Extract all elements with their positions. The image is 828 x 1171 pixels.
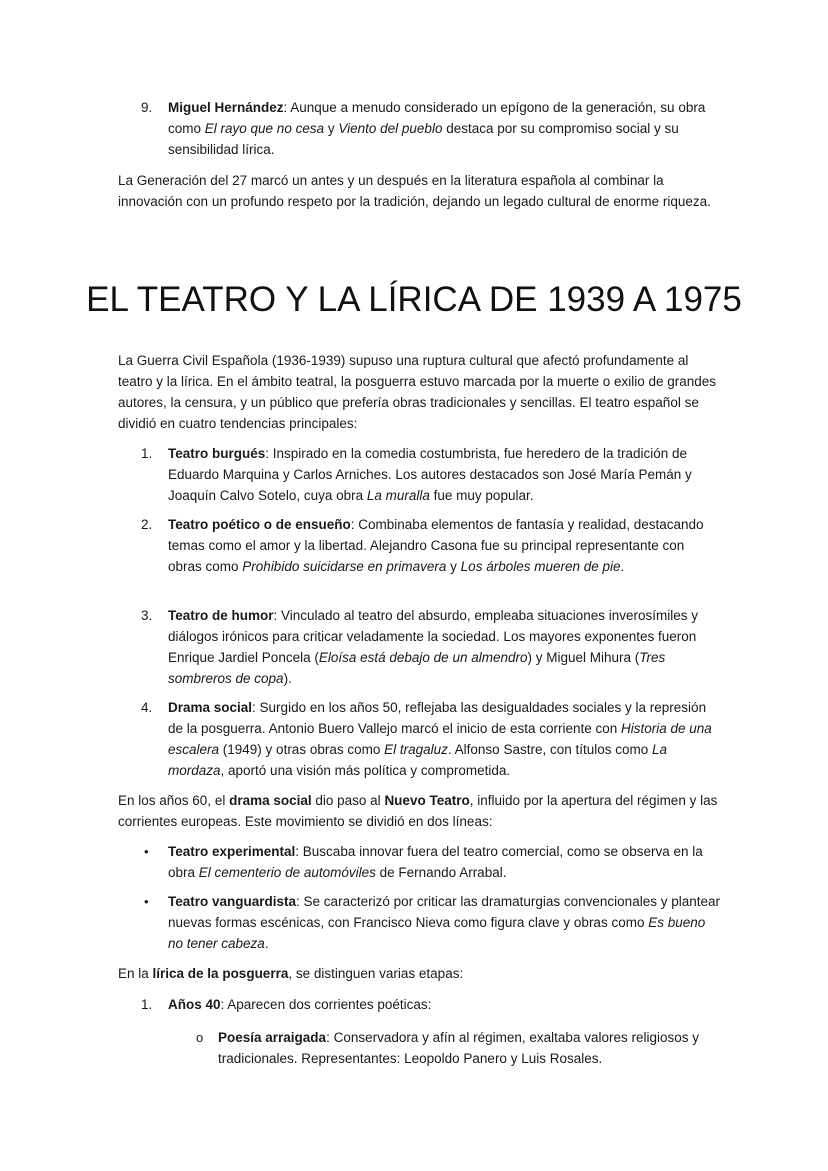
sixties-paragraph xyxy=(118,790,718,832)
work-title: El rayo que no cesa xyxy=(204,121,325,136)
work-title: La muralla xyxy=(366,488,430,503)
text-fragment: En los años 60, el xyxy=(118,793,230,808)
text-fragment: : Vinculado al teatro del absurdo, empleaba situaciones inverosímiles y diálogos irónicos para criticar veladamente la sociedad. Los mayores exponentes fueron Enrique Jardiel Poncela ( xyxy=(168,608,699,665)
term: lírica de la posguerra xyxy=(152,966,289,981)
list-number: 1. xyxy=(141,997,153,1012)
bullet-icon: • xyxy=(144,844,149,859)
work-title: Historia de una escalera xyxy=(168,721,712,757)
lyric-intro-paragraph xyxy=(118,963,718,984)
term: Poesía arraigada xyxy=(218,1030,327,1045)
work-title: Tres sombreros de copa xyxy=(168,650,666,686)
list-item-poesia-arraigada xyxy=(196,1027,718,1069)
list-number: 3. xyxy=(141,608,153,623)
text-fragment: : Surgido en los años 50, reflejaba las desigualdades sociales y la represión de la posguerra. Antonio Buero Vallejo marcó el inicio de esta corriente con xyxy=(168,700,707,736)
text-fragment: En la xyxy=(118,966,153,981)
text-fragment: destaca por su compromiso social y su sensibilidad lírica. xyxy=(168,121,679,157)
text-fragment: , influido por la apertura del régimen y las corrientes europeas. Este movimiento se dividió en dos líneas: xyxy=(118,793,718,829)
circle-bullet-icon: o xyxy=(196,1030,204,1045)
text-fragment: y xyxy=(324,121,339,136)
work-title: Eloísa está debajo de un almendro xyxy=(318,650,528,665)
text-fragment: . Alfonso Sastre, con títulos como xyxy=(447,742,653,757)
work-title: Es bueno no tener cabeza xyxy=(168,915,706,951)
gen27-conclusion-paragraph: La Generación del 27 marcó un antes y un después en la literatura española al combinar la innovación con un profundo respeto por la tradición, dejando un legado cultural de enorme riqueza. xyxy=(118,173,711,209)
author-name: Miguel Hernández xyxy=(168,100,284,115)
text-fragment: , se distinguen varias etapas: xyxy=(288,966,464,981)
text-fragment: de Fernando Arrabal. xyxy=(375,865,507,880)
list-item-teatro-experimental xyxy=(144,841,720,883)
work-title: Viento del pueblo xyxy=(338,121,443,136)
intro-paragraph: La Guerra Civil Española (1936-1939) supuso una ruptura cultural que afectó profundamente al teatro y la lírica. En el ámbito teatral, la posguerra estuvo marcada por la muerte o exilio de grandes autores, la censura, y un público que prefería obras tradicionales y sencillas. El teatro español se dividió en cuatro tendencias principales: xyxy=(118,353,717,431)
term: Teatro poético o de ensueño xyxy=(168,517,351,532)
text-fragment: , aportó una visión más política y comprometida. xyxy=(220,763,511,778)
list-number: 4. xyxy=(141,700,153,715)
term: Teatro experimental xyxy=(168,844,296,859)
text-fragment: : Buscaba innovar fuera del teatro comercial, como se observa en la obra xyxy=(168,844,703,880)
text-fragment: dio paso al xyxy=(311,793,385,808)
list-number: 2. xyxy=(141,517,153,532)
term: Drama social xyxy=(168,700,253,715)
text-fragment: ). xyxy=(283,671,292,686)
list-item-teatro-humor xyxy=(141,605,720,689)
text-fragment: . xyxy=(264,936,269,951)
bullet-icon: • xyxy=(144,894,149,909)
list-item-teatro-poetico xyxy=(141,514,720,577)
text-fragment: : Aunque a menudo considerado un epígono de la generación, su obra como xyxy=(168,100,706,136)
text-fragment: y xyxy=(446,559,461,574)
term: Teatro burgués xyxy=(168,446,266,461)
text-fragment: ) y Miguel Mihura ( xyxy=(527,650,640,665)
text-fragment: fue muy popular. xyxy=(429,488,534,503)
list-number: 9. xyxy=(141,100,153,115)
list-item-drama-social xyxy=(141,697,720,781)
term: Años 40 xyxy=(168,997,221,1012)
text-fragment: : Aparecen dos corrientes poéticas: xyxy=(220,997,432,1012)
text-fragment: . xyxy=(620,559,625,574)
text-fragment: : Combinaba elementos de fantasía y realidad, destacando temas como el amor y la libertad. Alejandro Casona fue su principal representante con obras como xyxy=(168,517,704,574)
text-fragment: (1949) y otras obras como xyxy=(219,742,385,757)
list-item-anos-40 xyxy=(141,994,720,1015)
work-title: Los árboles mueren de pie xyxy=(460,559,621,574)
list-item-teatro-burgues xyxy=(141,443,720,506)
text-fragment: : Inspirado en la comedia costumbrista, fue heredero de la tradición de Eduardo Marquina y Carlos Arniches. Los autores destacados son José María Pemán y Joaquín Calvo Sotelo, cuya obra xyxy=(168,446,692,503)
work-title: Prohibido suicidarse en primavera xyxy=(242,559,447,574)
term: Nuevo Teatro xyxy=(384,793,470,808)
term: Teatro vanguardista xyxy=(168,894,297,909)
section-title: EL TEATRO Y LA LÍRICA DE 1939 A 1975 xyxy=(86,280,742,319)
term: drama social xyxy=(229,793,312,808)
text-fragment: : Se caracterizó por criticar las dramaturgias convencionales y plantear nuevas formas escénicas, con Francisco Nieva como figura clave y obras como xyxy=(168,894,720,930)
term: Teatro de humor xyxy=(168,608,274,623)
list-number: 1. xyxy=(141,446,153,461)
work-title: El tragaluz xyxy=(384,742,448,757)
list-item-teatro-vanguardista xyxy=(144,891,720,954)
work-title: La mordaza xyxy=(168,742,668,778)
work-title: El cementerio de automóviles xyxy=(198,865,376,880)
list-item-miguel-hernandez xyxy=(141,97,720,160)
text-fragment: : Conservadora y afín al régimen, exaltaba valores religiosos y tradicionales. Representantes: Leopoldo Panero y Luis Rosales. xyxy=(218,1030,699,1066)
